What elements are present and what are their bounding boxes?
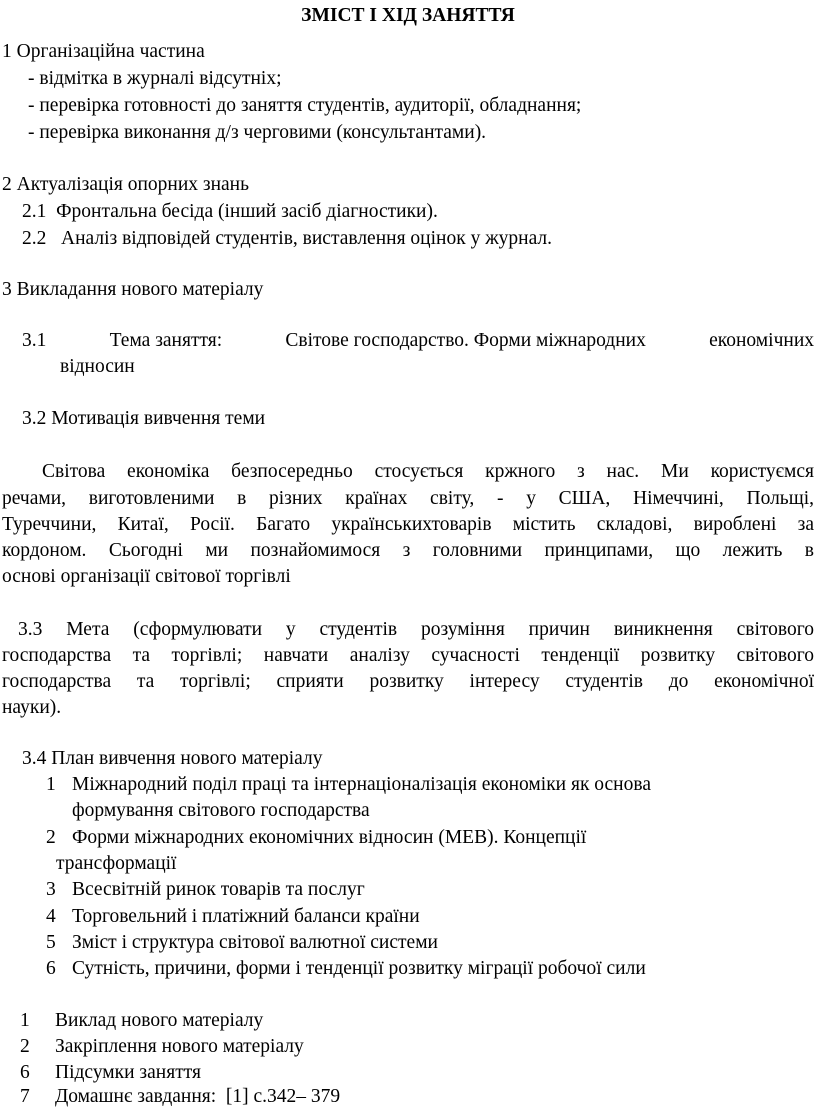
goal-line: науки).	[2, 697, 62, 718]
list-item: 2.1 Фронтальна бесіда (інший засіб діагностики).	[22, 201, 438, 222]
final-item-text: Підсумки заняття	[55, 1062, 201, 1083]
topic-line	[22, 328, 814, 354]
list-item: - перевірка готовності до заняття студентів, аудиторії, обладнання;	[28, 95, 582, 116]
plan-item-number: 6	[46, 958, 56, 979]
topic-text-end: економічних	[709, 330, 814, 351]
final-item-text: Домашнє завдання: [1] с.342– 379	[55, 1086, 341, 1107]
plan-item-text: Форми міжнародних економічних відносин (МЕВ). Концепції	[72, 827, 587, 848]
plan-item-text: Торговельний і платіжний баланси країни	[72, 906, 420, 927]
plan-item-text: трансформації	[56, 853, 177, 874]
paragraph-line: Туреччини, Китаї, Росії. Багато українськихтоварів містить складові, вироблені за	[2, 514, 814, 535]
final-item-number: 1	[20, 1010, 30, 1031]
plan-item-number: 3	[46, 879, 56, 900]
topic-text-continuation: відносин	[60, 356, 135, 377]
plan-item-number: 1	[46, 774, 56, 795]
plan-item-text: Зміст і структура світової валютної системи	[72, 932, 438, 953]
final-item-text: Закріплення нового матеріалу	[55, 1036, 304, 1057]
list-item: - відмітка в журналі відсутніх;	[28, 68, 282, 89]
section-1-heading: 1 Організаційна частина	[2, 41, 205, 62]
plan-item-text: Сутність, причини, форми і тенденції розвитку міграції робочої сили	[72, 958, 646, 979]
plan-heading: 3.4 План вивчення нового матеріалу	[22, 748, 323, 769]
plan-item-text: Всесвітній ринок товарів та послуг	[72, 879, 365, 900]
final-item-number: 6	[20, 1062, 30, 1083]
plan-item-number: 5	[46, 932, 56, 953]
goal-line: 3.3 Мета (сформулювати у студентів розуміння причин виникнення світового	[18, 619, 814, 640]
plan-item-text: формування світового господарства	[72, 800, 370, 821]
section-2-heading: 2 Актуалізація опорних знань	[2, 174, 250, 195]
paragraph-line: Світова економіка безпосередньо стосується кржного з нас. Ми користуємся	[42, 461, 814, 482]
final-item-text: Виклад нового матеріалу	[55, 1010, 264, 1031]
paragraph-line: речами, виготовленими в різних країнах світу, - у США, Німеччині, Польщі,	[2, 488, 814, 509]
topic-label: Тема заняття:	[109, 330, 223, 351]
final-item-number: 2	[20, 1036, 30, 1057]
goal-line: господарства та торгівлі; сприяти розвитку інтересу студентів до економічної	[2, 671, 814, 692]
page-title: ЗМІСТ І ХІД ЗАНЯТТЯ	[301, 5, 515, 26]
topic-text: Світове господарство. Форми міжнародних	[285, 330, 646, 351]
plan-item-text: Міжнародний поділ праці та інтернаціоналізація економіки як основа	[72, 774, 651, 795]
goal-line: господарства та торгівлі; навчати аналізу сучасності тенденції розвитку світового	[2, 645, 814, 666]
paragraph-line: кордоном. Сьогодні ми познайомимося з головними принципами, що лежить в	[2, 540, 814, 561]
final-item-number: 7	[20, 1086, 30, 1107]
list-item: 2.2 Аналіз відповідей студентів, виставлення оцінок у журнал.	[22, 228, 553, 249]
motivation-heading: 3.2 Мотивація вивчення теми	[22, 408, 266, 429]
section-3-heading: 3 Викладання нового матеріалу	[2, 279, 264, 300]
plan-item-number: 2	[46, 827, 56, 848]
list-item: - перевірка виконання д/з черговими (консультантами).	[28, 122, 487, 143]
plan-item-number: 4	[46, 906, 56, 927]
paragraph-line: основі організації світової торгівлі	[2, 566, 291, 587]
topic-number: 3.1	[22, 330, 47, 351]
